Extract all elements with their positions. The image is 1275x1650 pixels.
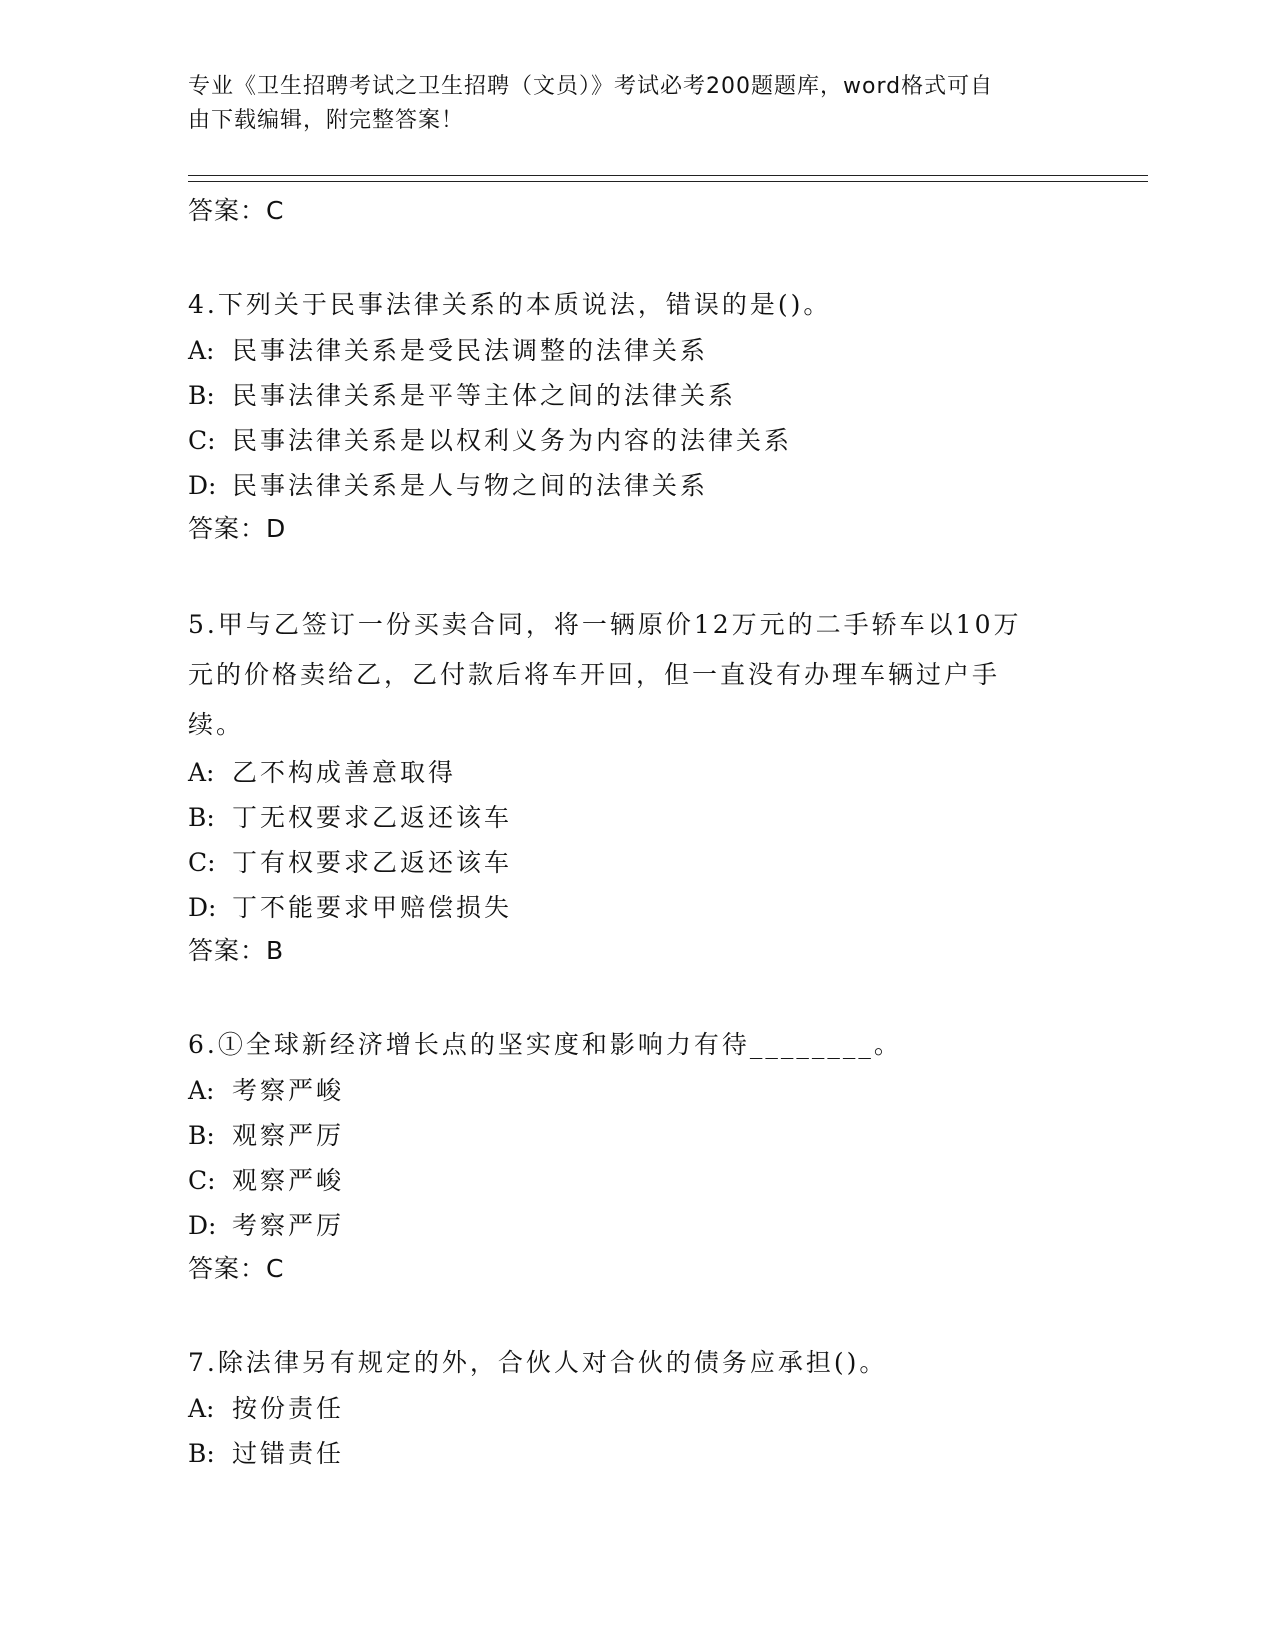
option-key: C: <box>188 1166 216 1195</box>
question-stem: 7.除法律另有规定的外，合伙人对合伙的债务应承担()。 <box>188 1348 888 1377</box>
option-key: B: <box>188 803 215 832</box>
question-stem: 5.甲与乙签订一份买卖合同，将一辆原价12万元的二手轿车以10万元的价格卖给乙，乙付款后将车开回，但一直没有办理车辆过户手续。 <box>188 610 1022 739</box>
question-stem: 6.①全球新经济增长点的坚实度和影响力有待________。 <box>188 1030 902 1059</box>
question-block <box>188 600 1088 972</box>
answer-line: 答案：C <box>188 196 285 225</box>
option-d <box>188 463 1088 508</box>
option-text: 考察严峻 <box>232 1076 345 1105</box>
option-text: 民事法律关系是平等主体之间的法律关系 <box>232 381 737 410</box>
option-text: 丁有权要求乙返还该车 <box>232 848 513 877</box>
option-d <box>188 1203 1088 1248</box>
question-block <box>188 1022 1088 1290</box>
answer-line: 答案：B <box>188 936 285 965</box>
option-key: A: <box>188 758 215 787</box>
option-text: 丁不能要求甲赔偿损失 <box>232 893 513 922</box>
option-text: 民事法律关系是以权利义务为内容的法律关系 <box>232 426 793 455</box>
option-key: D: <box>188 893 217 922</box>
header-rule-bottom <box>188 181 1148 182</box>
option-b <box>188 795 1088 840</box>
option-a <box>188 1386 1088 1431</box>
option-key: D: <box>188 471 217 500</box>
option-a <box>188 1068 1088 1113</box>
option-c <box>188 1158 1088 1203</box>
option-d <box>188 885 1088 930</box>
option-c <box>188 418 1088 463</box>
question-block <box>188 1340 1088 1476</box>
option-a <box>188 328 1088 373</box>
option-text: 丁无权要求乙返还该车 <box>232 803 513 832</box>
answer-line: 答案：C <box>188 1254 285 1283</box>
option-key: B: <box>188 381 215 410</box>
answer-line: 答案：D <box>188 514 287 543</box>
question-list <box>188 190 1088 1476</box>
header-line-2: 由下载编辑，附完整答案！ <box>188 108 465 133</box>
option-key: A: <box>188 1076 215 1105</box>
option-key: C: <box>188 848 216 877</box>
document-header <box>188 70 1068 138</box>
option-text: 按份责任 <box>232 1394 345 1423</box>
option-key: D: <box>188 1211 217 1240</box>
option-text: 过错责任 <box>232 1439 345 1468</box>
option-key: C: <box>188 426 216 455</box>
option-text: 民事法律关系是受民法调整的法律关系 <box>232 336 709 365</box>
option-key: B: <box>188 1121 215 1150</box>
option-text: 考察严厉 <box>232 1211 345 1240</box>
header-line-1: 专业《卫生招聘考试之卫生招聘（文员）》考试必考200题题库，word格式可自 <box>188 74 994 99</box>
option-key: A: <box>188 1394 215 1423</box>
option-key: A: <box>188 336 215 365</box>
option-b <box>188 373 1088 418</box>
question-block <box>188 282 1088 550</box>
option-b <box>188 1431 1088 1476</box>
option-text: 乙不构成善意取得 <box>232 758 457 787</box>
option-text: 观察严峻 <box>232 1166 345 1195</box>
option-c <box>188 840 1088 885</box>
option-b <box>188 1113 1088 1158</box>
question-stem: 4.下列关于民事法律关系的本质说法，错误的是()。 <box>188 290 832 319</box>
option-text: 民事法律关系是人与物之间的法律关系 <box>232 471 709 500</box>
option-key: B: <box>188 1439 215 1468</box>
header-rule-top <box>188 175 1148 176</box>
option-text: 观察严厉 <box>232 1121 345 1150</box>
option-a <box>188 750 1088 795</box>
